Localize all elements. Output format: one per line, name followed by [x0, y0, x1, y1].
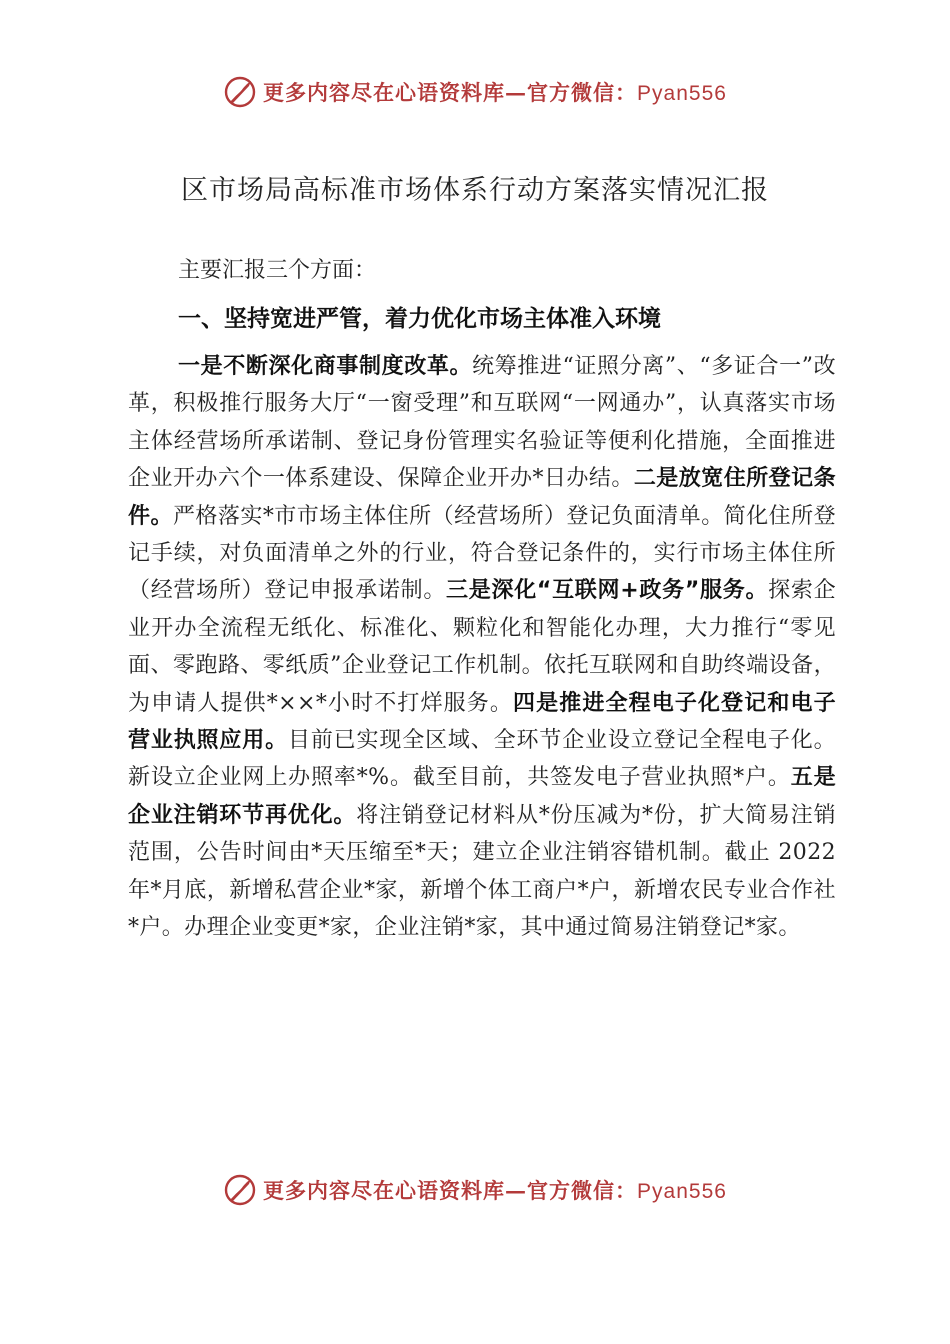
quill-pen-logo-icon	[223, 1173, 257, 1207]
section-heading: 一、坚持宽进严管，着力优化市场主体准入环境	[178, 306, 661, 332]
watermark-label: 更多内容尽在心语资料库—官方微信：	[263, 80, 638, 105]
watermark-account: Pyan556	[637, 1180, 727, 1203]
watermark-text	[263, 1175, 727, 1205]
point-2-text: 严格落实*市市场主体住所（经营场所）登记负面清单。简化住所登记手续，对负面清单之外的行业，符合登记条件的，实行市场主体住所（经营场所）登记申报承诺制。	[128, 503, 836, 604]
intro-line: 主要汇报三个方面：	[178, 258, 377, 283]
section-paragraph	[128, 348, 836, 947]
point-1-heading: 一是不断深化商事制度改革。	[178, 354, 473, 379]
point-3-heading: 三是深化“互联网+政务”服务。	[446, 578, 769, 604]
point-5-text: 将注销登记材料从*份压减为*份，扩大简易注销范围，公告时间由*天压缩至*天；建立企业注销容错机制。截止 2022 年*月底，新增私营企业*家，新增个体工商户*户，新增农民专业合作社*户。办理企业变更*家，企业注销*家，其中通过简易注销登记*家。	[128, 802, 836, 941]
watermark-text	[263, 77, 727, 107]
point-3-text: 探索企业开办全流程无纸化、标准化、颗粒化和智能化办理，大力推行“零见面、零跑路、零纸质”企业登记工作机制。依托互联网和自助终端设备，为申请人提供*××*小时不打烊服务。	[128, 578, 836, 716]
watermark-account: Pyan556	[637, 82, 727, 105]
point-4-heading: 四是推进全程电子化登记和电子营业执照应用。	[128, 690, 836, 754]
watermark-banner-top	[0, 72, 950, 112]
document-body	[128, 248, 836, 947]
watermark-label: 更多内容尽在心语资料库—官方微信：	[263, 1178, 638, 1203]
document-title: 区市场局高标准市场体系行动方案落实情况汇报	[181, 175, 769, 206]
quill-pen-logo-icon	[223, 75, 257, 109]
point-4-text: 目前已实现全区域、全环节企业设立登记全程电子化。新设立企业网上办照率*%。截至目前，共签发电子营业执照*户。	[128, 728, 836, 791]
point-1-text: 统筹推进“证照分离”、“多证合一”改革，积极推行服务大厅“一窗受理”和互联网“一网通办”，认真落实市场主体经营场所承诺制、登记身份管理实名验证等便利化措施，全面推进企业开办六个一体系建设、保障企业开办*日办结。	[128, 354, 836, 492]
point-2-heading: 二是放宽住所登记条件。	[128, 466, 836, 529]
watermark-banner-bottom	[0, 1170, 950, 1210]
point-5-heading: 五是企业注销环节再优化。	[128, 765, 836, 828]
